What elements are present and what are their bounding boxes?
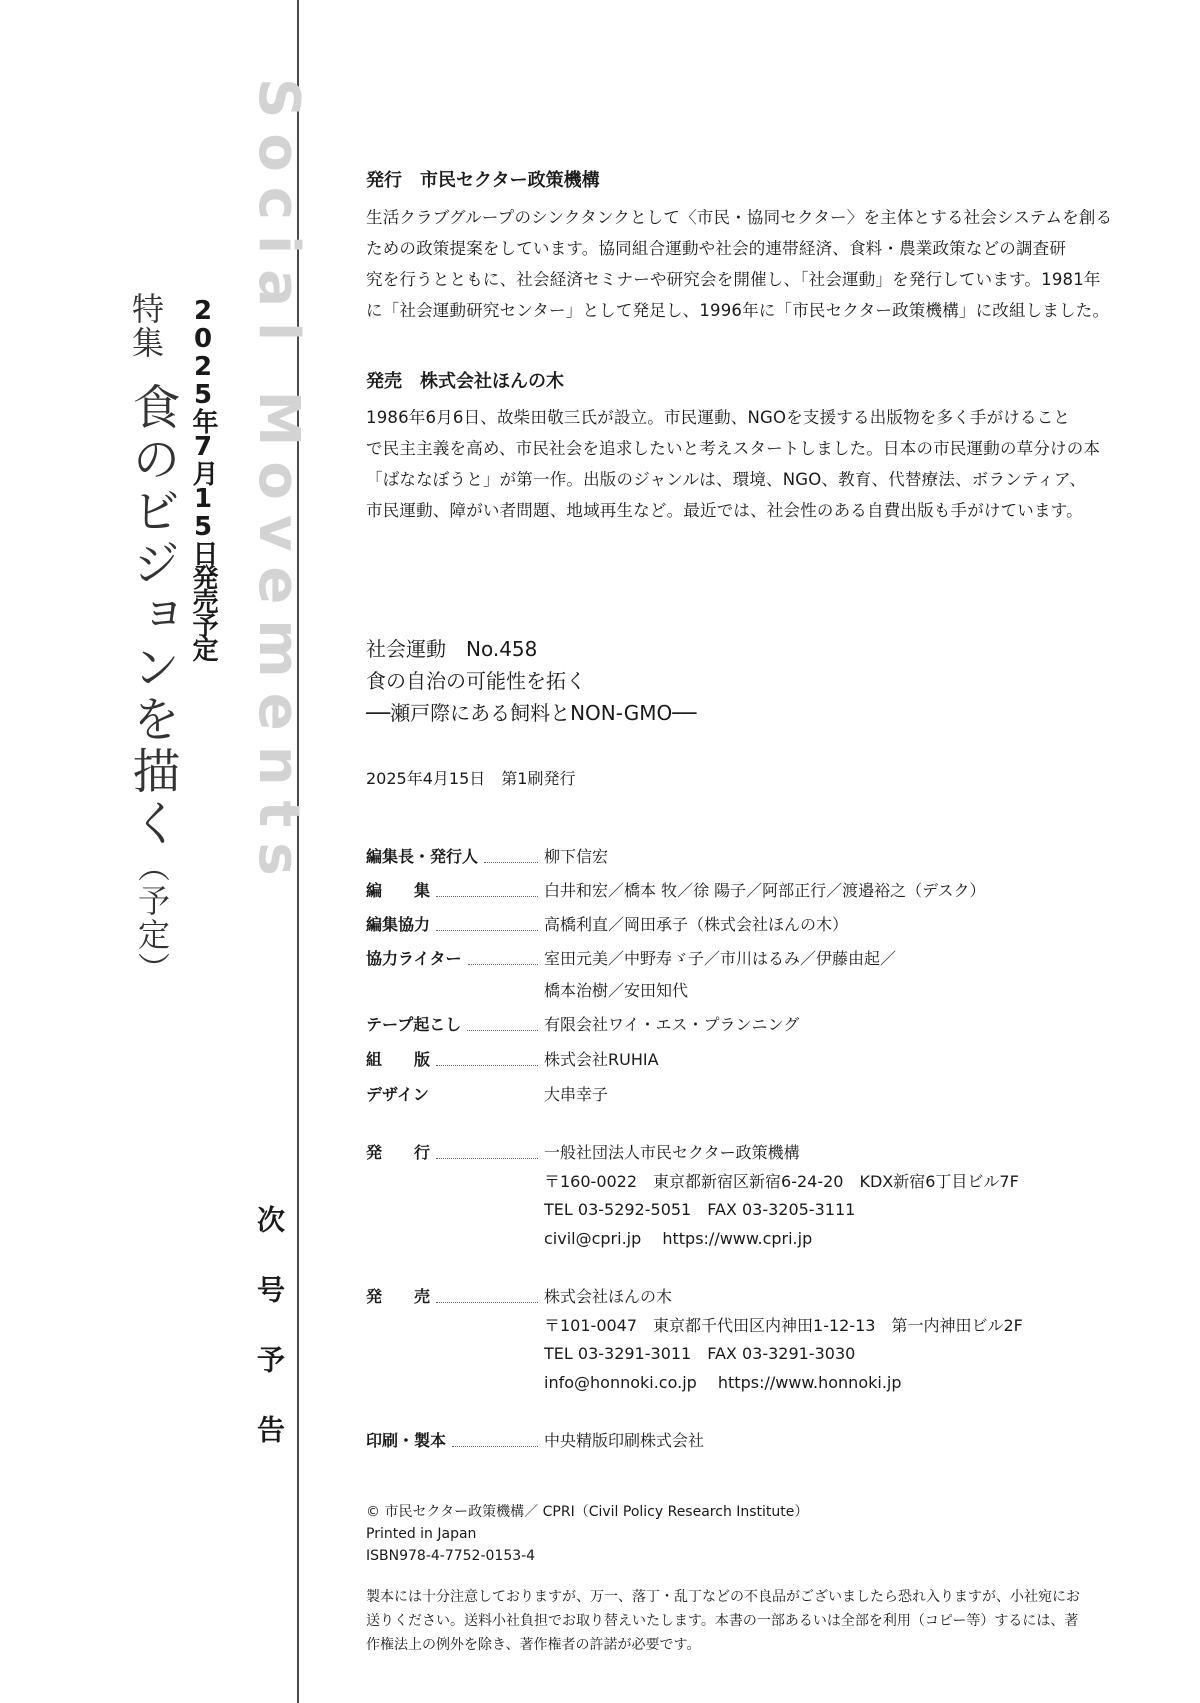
seller-heading: 発売 株式会社ほんの木 (366, 371, 564, 392)
leader-dots (436, 1054, 538, 1066)
leader-dots (468, 953, 538, 965)
credit-value-continued: 橋本治樹／安田知代 (544, 981, 689, 1000)
seller-block-label: 発 売 (366, 1287, 431, 1306)
printing-value: 中央精版印刷株式会社 (544, 1431, 705, 1450)
footer-info (366, 1501, 808, 1567)
credit-value: 室田元美／中野寿ゞ子／市川はるみ／伊藤由起／ (544, 949, 897, 968)
leader-dots (436, 919, 538, 931)
book-info (366, 633, 696, 729)
feature-title-suffix: （予定） (133, 850, 171, 986)
credit-value: 大串幸子 (544, 1085, 609, 1104)
publisher-description-line: ための政策提案をしています。協同組合運動や社会的連帯経済、食料・農業政策などの調査研 (366, 239, 1067, 258)
book-title: 食の自治の可能性を拓く (366, 669, 586, 693)
printing-label: 印刷・製本 (366, 1431, 447, 1450)
seller-description-line: 1986年6月6日、故柴田敬三氏が設立。市民運動、NGOを支援する出版物を多く手がけること (366, 408, 1071, 427)
seller-description (366, 402, 1100, 526)
seller-contact: info@honnoki.co.jp https://www.honnoki.jp (544, 1373, 902, 1392)
publisher-address: 〒160-0022 東京都新宿区新宿6-24-20 KDX新宿6丁目ビル7F (544, 1172, 1019, 1191)
seller-phone: TEL 03-3291-3011 FAX 03-3291-3030 (544, 1344, 856, 1363)
credit-value: 白井和宏／橋本 牧／徐 陽子／阿部正行／渡邉裕之（デスク） (544, 881, 986, 900)
seller-description-line: で民主主義を高め、市民社会を追求したいと考えスタートしました。日本の市民運動の草分けの本 (366, 439, 1101, 458)
credit-value: 有限会社ワイ・エス・プランニング (544, 1015, 800, 1034)
credit-label: デザイン (366, 1085, 429, 1104)
copyright: © 市民セクター政策機構／ CPRI（Civil Policy Research Institute） (366, 1504, 809, 1520)
legal-notice-line: 製本には十分注意しておりますが、万一、落丁・乱丁などの不良品がございましたら恐れ入りますが、小社宛にお (366, 1589, 1080, 1605)
credit-label: テープ起こし (366, 1015, 462, 1034)
leader-dots (484, 851, 538, 863)
next-issue-heading: 次号予告 (253, 1205, 286, 1485)
leader-dots (436, 1147, 538, 1159)
credit-label: 組 版 (366, 1050, 431, 1069)
leader-dots (452, 1435, 538, 1447)
watermark-social-movements: Social Movements (246, 78, 311, 891)
publisher-phone: TEL 03-5292-5051 FAX 03-3205-3111 (544, 1200, 856, 1219)
publisher-name: 一般社団法人市民セクター政策機構 (544, 1143, 800, 1162)
publisher-description-line: に「社会運動研究センター」として発足し、1996年に「市民セクター政策機構」に改組しました。 (366, 301, 1110, 320)
publisher-description-line: 生活クラブグループのシンクタンクとして〈市民・協同セクター〉を主体とする社会システムを創る (366, 208, 1113, 227)
book-series: 社会運動 No.458 (366, 637, 538, 661)
credit-label: 協力ライター (366, 949, 462, 968)
publisher-heading: 発行 市民セクター政策機構 (366, 170, 600, 191)
publisher-description (366, 202, 1112, 326)
legal-notice (366, 1585, 1080, 1657)
publisher-block-label: 発 行 (366, 1143, 431, 1162)
leader-dots (436, 1291, 538, 1303)
seller-description-line: 「ばななぼうと」が第一作。出版のジャンルは、環境、NGO、教育、代替療法、ボランティア、 (366, 470, 1087, 489)
credit-label: 編集長・発行人 (366, 847, 479, 866)
next-issue-release-date: 2025年7月15日発売予定 (188, 296, 218, 660)
credit-value: 株式会社RUHIA (544, 1050, 659, 1069)
printed-in: Printed in Japan (366, 1526, 477, 1542)
credit-label: 編集協力 (366, 915, 431, 934)
book-subtitle: ──瀬戸際にある飼料とNON-GMO── (366, 701, 697, 725)
credit-value: 高橋利直／岡田承子（株式会社ほんの木） (544, 915, 849, 934)
feature-title (126, 382, 178, 986)
leader-dots (467, 1019, 538, 1031)
credit-value: 柳下信宏 (544, 847, 609, 866)
publication-date: 2025年4月15日 第1刷発行 (366, 769, 576, 788)
legal-notice-line: 作権法上の例外を除き、著作権者の許諾が必要です。 (366, 1637, 701, 1653)
feature-title-text: 食のビジョンを描く (124, 382, 180, 850)
feature-label: 特集 (127, 292, 165, 360)
seller-description-line: 市民運動、障がい者問題、地域再生など。最近では、社会性のある自費出版も手がけています。 (366, 501, 1083, 520)
seller-name: 株式会社ほんの木 (544, 1287, 673, 1306)
credit-label: 編 集 (366, 881, 431, 900)
publisher-contact: civil@cpri.jp https://www.cpri.jp (544, 1229, 813, 1248)
isbn: ISBN978-4-7752-0153-4 (366, 1548, 536, 1564)
seller-address: 〒101-0047 東京都千代田区内神田1-12-13 第一内神田ビル2F (544, 1316, 1023, 1335)
leader-dots (436, 885, 538, 897)
publisher-description-line: 究を行うとともに、社会経済セミナーや研究会を開催し、「社会運動」を発行しています。1981年 (366, 270, 1101, 289)
legal-notice-line: 送りください。送料小社負担でお取り替えいたします。本書の一部あるいは全部を利用（コピー等）するには、著 (366, 1613, 1079, 1629)
